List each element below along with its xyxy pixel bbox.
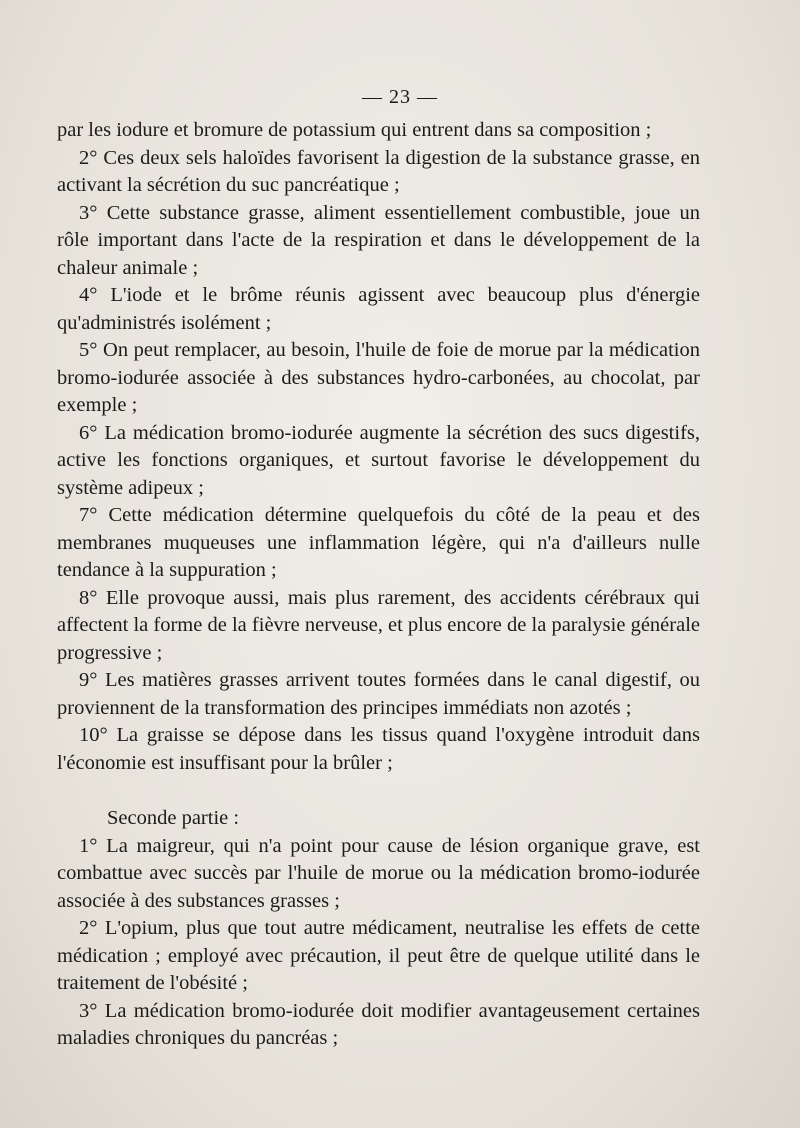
section-heading: Seconde partie :	[107, 807, 240, 829]
paragraph: 2° Ces deux sels haloïdes favorisent la digestion de la substance grasse, en activant la sécrétion du suc pancréatique ;	[57, 146, 700, 196]
page-number: — 23 —	[362, 86, 438, 108]
paragraph: 5° On peut remplacer, au besoin, l'huile de foie de morue par la médication bromo-iodurée associée à des substances hydro-carbonées, au chocolat, par exemple ;	[57, 339, 700, 416]
paragraph: 6° La médication bromo-iodurée augmente la sécrétion des sucs digestifs, active les fonctions organiques, et surtout favorise le développement du système adipeux ;	[57, 421, 700, 499]
paragraph: 7° Cette médication détermine quelquefois du côté de la peau et des membranes muqueuses une inflammation légère, qui n'a d'ailleurs nulle tendance à la suppuration ;	[57, 504, 700, 581]
paragraph: 9° Les matières grasses arrivent toutes formées dans le canal digestif, ou proviennent de la transformation des principes immédiats non azotés ;	[57, 669, 700, 719]
paragraph: 3° La médication bromo-iodurée doit modifier avantageusement certaines maladies chroniques du pancréas ;	[57, 999, 700, 1049]
paragraph: 4° L'iode et le brôme réunis agissent avec beaucoup plus d'énergie qu'administrés isolément ;	[57, 284, 700, 334]
paragraph: 10° La graisse se dépose dans les tissus quand l'oxygène introduit dans l'économie est insuffisant pour la brûler ;	[57, 724, 700, 774]
paragraph: 8° Elle provoque aussi, mais plus rarement, des accidents cérébraux qui affectent la forme de la fièvre nerveuse, et plus encore de la paralysie générale progressive ;	[57, 586, 700, 664]
part-one	[57, 117, 700, 777]
paragraph: 3° Cette substance grasse, aliment essentiellement combustible, joue un rôle important dans l'acte de la respiration et dans le développement de la chaleur animale ;	[57, 201, 700, 279]
paragraph: par les iodure et bromure de potassium qui entrent dans sa composition ;	[57, 119, 652, 141]
page-body	[57, 117, 700, 1053]
paragraph: 1° La maigreur, qui n'a point pour cause de lésion organique grave, est combattue avec succès par l'huile de morue ou la médication bromo-iodurée associée à des substances grasses ;	[57, 834, 700, 912]
part-two	[57, 833, 700, 1053]
paragraph: 2° L'opium, plus que tout autre médicament, neutralise les effets de cette médication ; employé avec précaution, il peut être de quelque utilité dans le traitement de l'obésité ;	[57, 917, 700, 994]
